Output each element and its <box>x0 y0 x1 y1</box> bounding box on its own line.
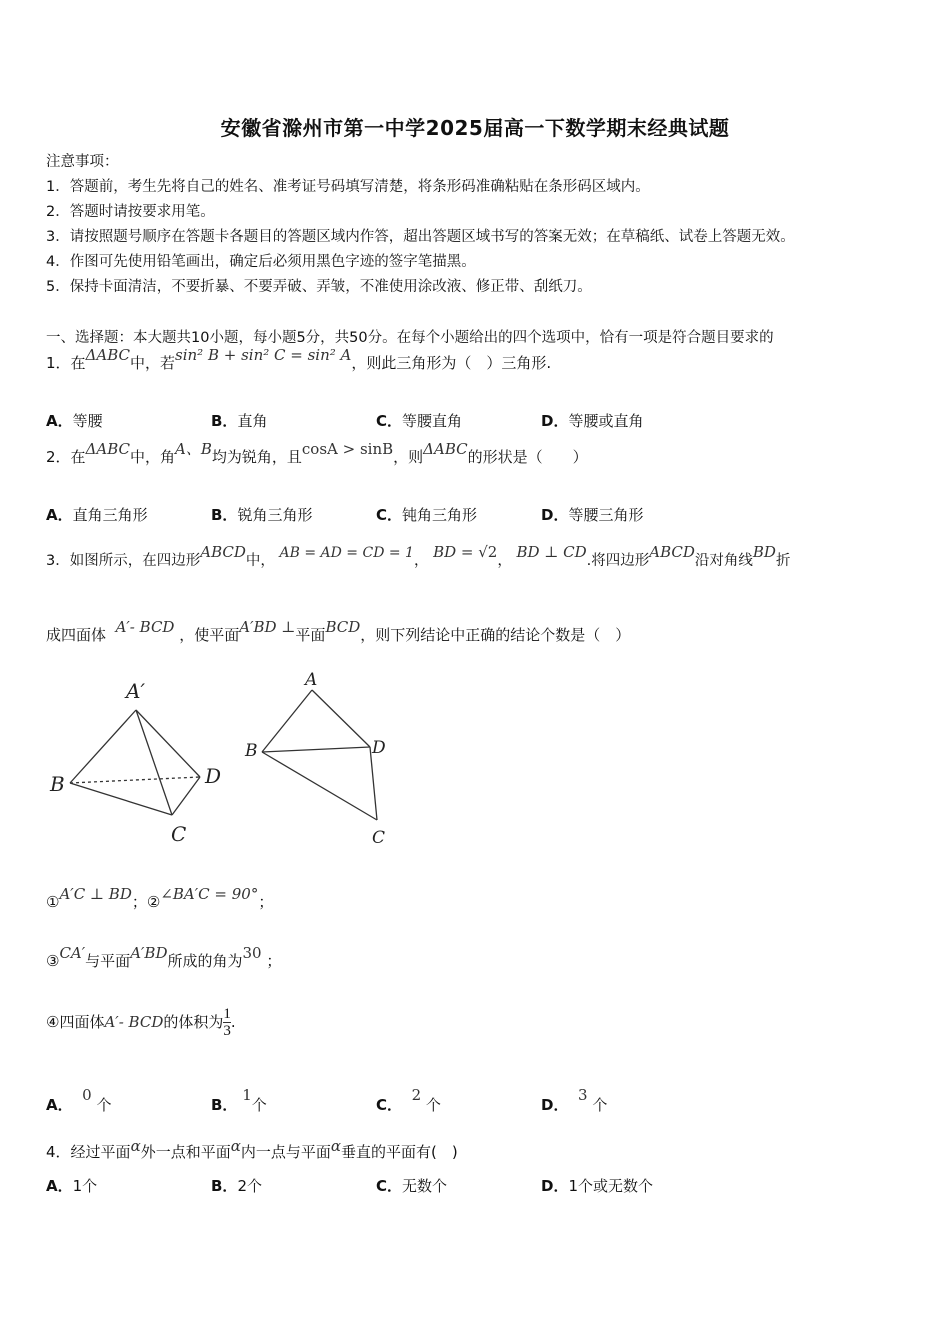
option-text: 等腰或直角 <box>568 412 644 430</box>
option-a[interactable] <box>46 1175 97 1196</box>
q-text: 平面 <box>295 626 326 644</box>
fraction-denominator: 3 <box>223 1023 231 1039</box>
q-text: ，则下列结论中正确的结论个数是（ ） <box>360 626 631 644</box>
math: BD = <box>433 543 479 561</box>
q-text: 在 <box>70 354 86 372</box>
option-label: D． <box>541 1096 569 1114</box>
math: ΔABC <box>423 440 468 458</box>
option-unit: 个 <box>251 1096 267 1114</box>
statement-1-2 <box>46 885 274 912</box>
q-text: ， <box>497 553 512 569</box>
q-text: 在 <box>70 448 86 466</box>
option-label: B． <box>211 412 238 430</box>
q-text: 中， <box>245 553 275 569</box>
question-number: 1． <box>46 354 71 372</box>
option-d[interactable] <box>541 1175 653 1196</box>
q-text: 的形状是（ ） <box>467 448 588 466</box>
q-text: ，则此三角形为（ ）三角形. <box>351 354 552 372</box>
statement-mark: ① <box>46 893 60 911</box>
option-c[interactable] <box>376 504 477 525</box>
math: ΔABC <box>85 346 131 364</box>
option-value: 2 <box>411 1086 422 1104</box>
q-text: 垂直的平面有( ) <box>341 1143 458 1161</box>
fig-label: C <box>171 822 187 846</box>
math: 30 <box>242 944 262 962</box>
note-item: 3．请按照题号顺序在答题卡各题目的答题区域内作答，超出答题区域书写的答案无效；在草稿纸、试卷上答题无效。 <box>46 229 795 245</box>
option-label: C． <box>376 506 403 524</box>
option-d[interactable] <box>541 410 643 431</box>
note-item: 4．作图可先使用铅笔画出，确定后必须用黑色字迹的签字笔描黑。 <box>46 254 476 270</box>
option-label: D． <box>541 1177 569 1195</box>
fig-label: B <box>50 772 65 796</box>
question-1 <box>46 346 552 373</box>
q-text: 四面体 <box>59 1013 105 1031</box>
option-label: B． <box>211 1096 238 1114</box>
option-c[interactable] <box>376 1175 447 1196</box>
notes-heading: 注意事项： <box>46 154 119 170</box>
option-b[interactable] <box>211 410 267 431</box>
math: A′- BCD <box>104 1013 164 1031</box>
q-text: ，则 <box>393 448 424 466</box>
option-label: B． <box>211 506 238 524</box>
option-c[interactable] <box>376 1086 441 1115</box>
option-a[interactable] <box>46 1086 112 1115</box>
option-label: B． <box>211 1177 238 1195</box>
question-number: 4． <box>46 1143 71 1161</box>
math: A、B <box>175 440 212 458</box>
option-text: 2个 <box>237 1177 262 1195</box>
option-d[interactable] <box>541 504 643 525</box>
fig-label: B <box>245 741 258 761</box>
note-item: 1．答题前，考生先将自己的姓名、准考证号码填写清楚，将条形码准确粘贴在条形码区域内。 <box>46 179 650 195</box>
q-text: 所成的角为 <box>167 952 243 970</box>
option-label: D． <box>541 412 569 430</box>
math: ABCD <box>200 543 246 561</box>
option-text: 直角三角形 <box>72 506 148 524</box>
option-value: 0 <box>82 1086 92 1104</box>
q-text: 如图所示，在四边形 <box>69 553 201 569</box>
question-3 <box>46 543 791 570</box>
math: A′- BCD <box>115 618 175 636</box>
statement-mark: ④ <box>46 1013 60 1031</box>
fraction <box>223 1006 231 1039</box>
math: α <box>230 1137 241 1155</box>
option-text: 1个或无数个 <box>568 1177 653 1195</box>
q-text: 与平面 <box>85 952 131 970</box>
option-text: 无数个 <box>402 1177 448 1195</box>
option-b[interactable] <box>211 1175 262 1196</box>
math: ∠BA′C = 90° <box>160 885 259 903</box>
statement-3 <box>46 944 282 971</box>
option-unit: 个 <box>592 1096 608 1114</box>
option-value: 1 <box>242 1086 252 1104</box>
option-a[interactable] <box>46 504 148 525</box>
math: A′BD ⊥ <box>239 618 296 636</box>
fig-label: D <box>205 764 222 788</box>
math: A′BD <box>130 944 168 962</box>
option-label: A． <box>46 1096 73 1114</box>
math: A′C ⊥ BD <box>59 885 132 903</box>
option-unit: 个 <box>96 1096 112 1114</box>
math: cosA > sinB <box>301 440 394 458</box>
q-text: ； <box>258 893 274 911</box>
statement-4 <box>46 1006 236 1039</box>
option-text: 1个 <box>72 1177 98 1195</box>
note-item: 2．答题时请按要求用笔。 <box>46 204 215 220</box>
math: BD <box>752 543 776 561</box>
q-text: 折 <box>775 553 791 569</box>
option-d[interactable] <box>541 1086 608 1115</box>
q-text: ， <box>413 553 429 569</box>
statement-mark: ③ <box>46 952 60 970</box>
option-text: 等腰 <box>72 412 103 430</box>
question-number: 3． <box>46 553 70 569</box>
q-text: ； <box>266 952 282 970</box>
fig-label: A <box>305 670 318 690</box>
option-text: 等腰直角 <box>402 412 463 430</box>
math: α <box>130 1137 141 1155</box>
math: ΔABC <box>85 440 131 458</box>
section-heading: 一、选择题：本大题共10小题，每小题5分，共50分。在每个小题给出的四个选项中，恰有一项是符合题目要求的 <box>46 330 774 346</box>
q-text: 的体积为 <box>163 1013 224 1031</box>
q-text: .将四边形 <box>586 553 650 569</box>
q-text: 中，角 <box>130 448 176 466</box>
option-text: 钝角三角形 <box>402 506 478 524</box>
option-label: C． <box>376 1177 403 1195</box>
math: BCD <box>325 618 361 636</box>
fig-label: D <box>372 738 386 758</box>
q-text: 中，若 <box>130 354 176 372</box>
q-text: 内一点与平面 <box>240 1143 331 1161</box>
question-number: 2． <box>46 448 71 466</box>
math: sin² B + sin² C = sin² A <box>175 346 352 364</box>
note-item: 5．保持卡面清洁，不要折暴、不要弄破、弄皱，不准使用涂改液、修正带、刮纸刀。 <box>46 279 592 295</box>
option-c[interactable] <box>376 410 462 431</box>
fraction-numerator: 1 <box>223 1006 231 1022</box>
q-text: ；② <box>131 893 161 911</box>
option-text: 直角 <box>237 412 268 430</box>
option-label: A． <box>46 412 73 430</box>
question-4 <box>46 1137 458 1162</box>
question-2 <box>46 440 588 467</box>
option-text: 等腰三角形 <box>568 506 644 524</box>
math: AB = AD = CD = 1 <box>279 545 414 561</box>
option-label: A． <box>46 506 73 524</box>
question-3-line-2 <box>46 618 631 645</box>
q-text: ，使平面 <box>179 626 240 644</box>
fig-label: A′ <box>126 679 145 703</box>
q-text: 经过平面 <box>70 1143 131 1161</box>
q-text: 成四面体 <box>46 626 107 644</box>
math: BD ⊥ CD <box>516 543 587 561</box>
math: CA′ <box>59 944 86 962</box>
option-value: 3 <box>578 1086 588 1104</box>
math: √2 <box>478 543 498 561</box>
option-a[interactable] <box>46 410 103 431</box>
math: α <box>330 1137 342 1155</box>
math: ABCD <box>649 543 695 561</box>
option-label: A． <box>46 1177 73 1195</box>
q-text: 沿对角线 <box>694 553 753 569</box>
q-text: . <box>230 1013 236 1031</box>
option-b[interactable] <box>211 504 312 525</box>
option-label: C． <box>376 1096 403 1114</box>
option-label: C． <box>376 412 403 430</box>
fig-label: C <box>372 828 386 848</box>
q-text: 均为锐角，且 <box>211 448 302 466</box>
page-title: 安徽省滁州市第一中学2025届高一下数学期末经典试题 <box>220 116 730 140</box>
q-text: 外一点和平面 <box>140 1143 231 1161</box>
option-text: 锐角三角形 <box>237 506 313 524</box>
option-unit: 个 <box>425 1096 441 1114</box>
option-label: D． <box>541 506 569 524</box>
option-b[interactable] <box>211 1086 267 1115</box>
tetrahedron-figure <box>40 665 400 855</box>
